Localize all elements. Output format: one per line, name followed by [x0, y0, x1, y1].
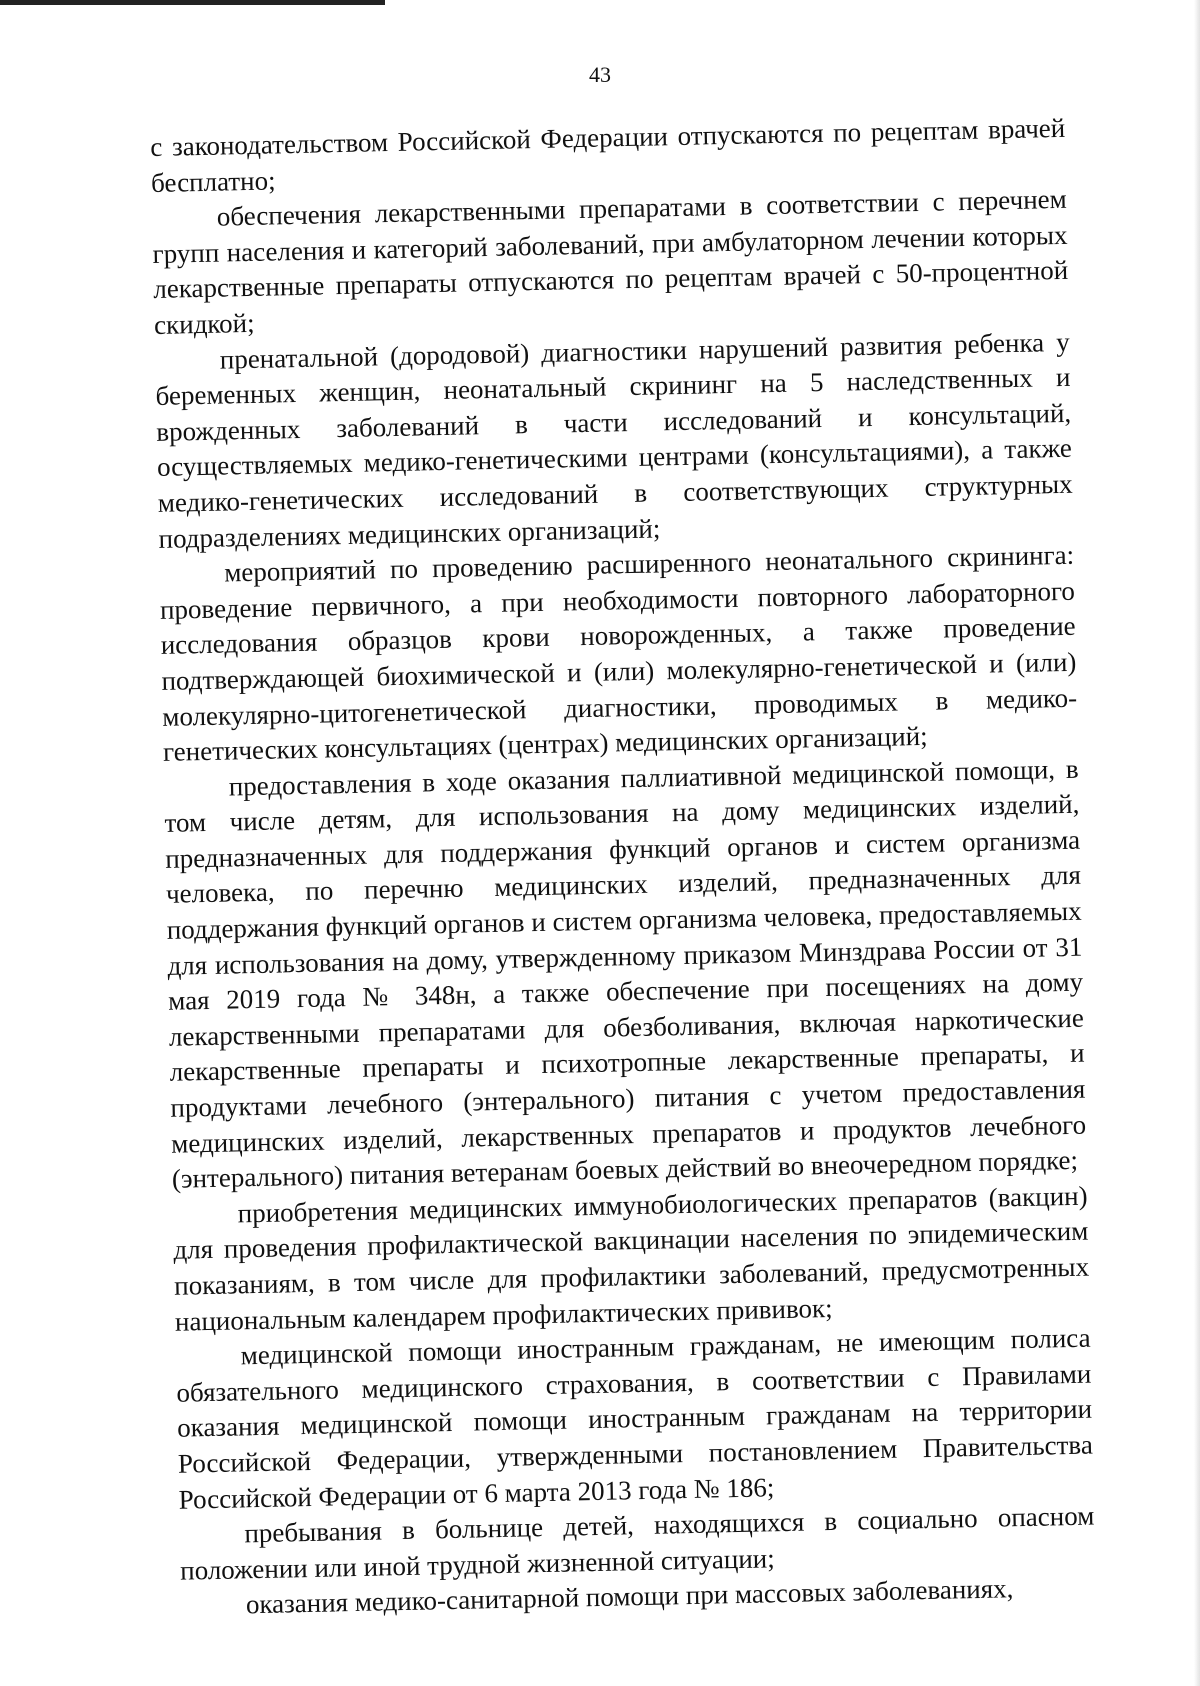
document-body [150, 111, 1096, 1625]
paragraph-neonatal-screening: мероприятий по проведению расширенного неонатального скрининга: проведение первичного, а при необходимости повторного лабораторного исследования образцов крови новорожденных, а также проведение подтверждающей биохимической и (или) молекулярно-генетической и (или) молекулярно-цитогенетической диагностики, проводимых в медико-генетических консультациях (центрах) медицинских организаций; [159, 539, 1078, 767]
scan-edge-shadow [1194, 0, 1200, 1686]
paragraph-prenatal-diagnostics: пренатальной (дородовой) диагностики нарушений развития ребенка у беременных женщин, неонатальный скрининг на 5 наследственных и врожденных заболеваний в части исследований и консультаций, осуществляемых медико-генетическими центрами (консультациями), а также медико-генетических исследований в соответствующих структурных подразделениях медицинских организаций; [155, 326, 1073, 554]
paragraph-vaccines: приобретения медицинских иммунобиологических препаратов (вакцин) для проведения профилактической вакцинации населения по эпидемическим показаниям, в том числе для профилактики заболеваний, предусмотренных национальным календарем профилактических прививок; [173, 1180, 1090, 1337]
paragraph-continuation: с законодательством Российской Федерации отпускаются по рецептам врачей бесплатно; [150, 112, 1066, 198]
paragraph-palliative-care: предоставления в ходе оказания паллиативной медицинской помощи, в том числе детям, для использования на дому медицинских изделий, предназначенных для поддержания функций органов и систем организма человека, по перечню медицинских изделий, предназначенных для поддержания функций органов и систем организма человека, предоставляемых для использования на дому, утвержденному приказом Минздрава России от 31 мая 2019 года № 348н, а также обеспечение при посещениях на дому лекарственными препаратами для обезболивания, включая наркотические лекарственные препараты и психотропные лекарственные препараты, и продуктами лечебного (энтерального) питания с учетом предоставления медицинских изделий, лекарственных препаратов и продуктов лечебного (энтерального) питания ветеранам боевых действий во внеочередном порядке; [164, 753, 1087, 1194]
paragraph-medicines-discount: обеспечения лекарственными препаратами в соответствии с перечнем групп населения и категорий заболеваний, при амбулаторном лечении которых лекарственные препараты отпускаются по рецептам врачей с 50-процентной скидкой; [152, 184, 1069, 340]
page-number: 43 [589, 62, 611, 87]
paragraph-children-hospital: пребывания в больнице детей, находящихся в социально опасном положении или иной трудной жизненной ситуации; [179, 1500, 1095, 1586]
paragraph-mass-diseases: оказания медико-санитарной помощи при массовых заболеваниях, [245, 1573, 1014, 1620]
top-edge-rule [0, 0, 385, 5]
paragraph-foreign-citizens: медицинской помощи иностранным гражданам, не имеющим полиса обязательного медицинского страхования, в соответствии с Правилами оказания медицинской помощи иностранным гражданам на территории Российской Федерации, утвержденными постановлением Правительства Российской Федерации от 6 марта 2013 года № 186; [176, 1322, 1094, 1515]
